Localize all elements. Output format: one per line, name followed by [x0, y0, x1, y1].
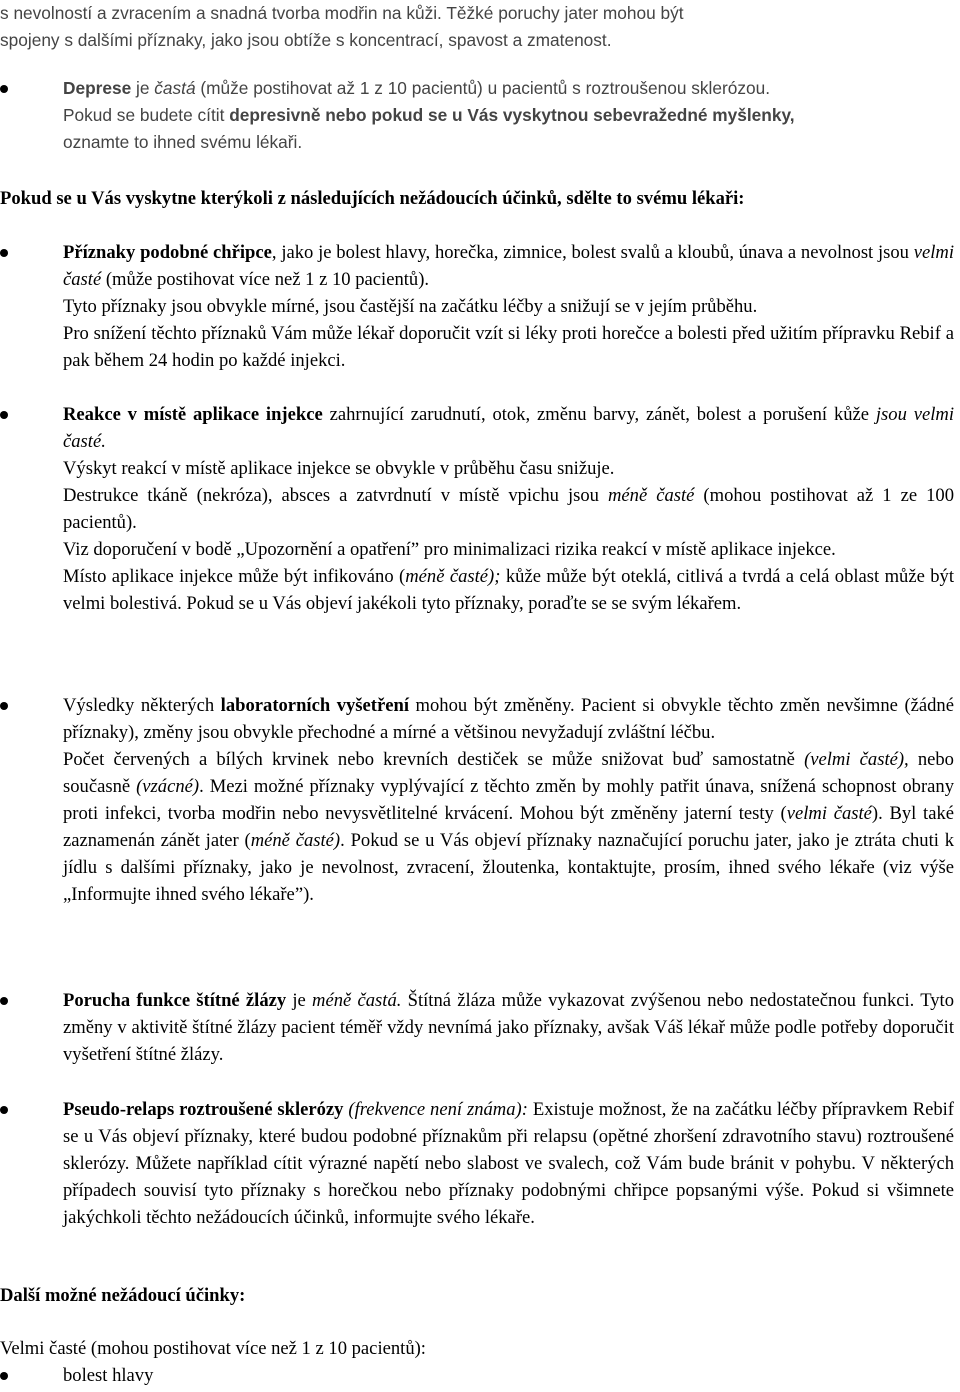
heading-report-side-effects: Pokud se u Vás vyskytne kterýkoli z následujících nežádoucích účinků, sdělte to svému lékaři: [0, 188, 745, 209]
list-item-pseudo-relapse: Pseudo-relaps roztroušené sklerózy (frekvence není známa): Existuje možnost, že na začátku léčby přípravkem Rebif se u Vás objeví příznaky, které budou podobné příznakům při relapsu (opětné zhoršení zdravotního stavu) roztroušené sklerózy. Můžete například cítit výrazné napětí nebo slabost ve svalech, což Vám bude bránit v pohybu. V některých případech souvisí tyto příznaky s horečkou nebo příznaky podobnými chřipce popsanými výše. Pokud si všimnete jakýchkoli těchto nežádoucích účinků, informujte svého lékaře. [0, 1096, 960, 1231]
list-item-depression: Deprese je častá (může postihovat až 1 z 10 pacientů) u pacientů s roztroušenou sklerózou. Pokud se budete cítit depresivně nebo pokud se u Vás vyskytnou sebevražedné myšlenky, oznamte to ihned svému lékaři. [0, 75, 960, 156]
frequency-very-common: Velmi časté (mohou postihovat více než 1 z 10 pacientů): [0, 1338, 426, 1359]
list-item-thyroid: Porucha funkce štítné žlázy je méně častá. Štítná žláza může vykazovat zvýšenou nebo nedostatečnou funkci. Tyto změny v aktivitě štítné žlázy pacient téměř vždy nevnímá jako příznaky, avšak Váš lékař může podle potřeby doporučit vyšetření štítné žlázy. [0, 987, 960, 1068]
bullet-icon [0, 411, 8, 419]
bullet-icon [0, 1372, 8, 1380]
bullet-icon [0, 249, 8, 257]
list-item-headache: bolest hlavy [0, 1362, 960, 1389]
bullet-icon [0, 997, 8, 1005]
bullet-icon [0, 702, 8, 710]
paragraph-liver-continued: s nevolností a zvracením a snadná tvorba modřin na kůži. Těžké poruchy jater mohou být spojeny s dalšími příznaky, jako jsou obtíže s koncentrací, spavost a zmatenost. [0, 3, 684, 50]
list-item-injection-site: Reakce v místě aplikace injekce zahrnující zarudnutí, otok, změnu barvy, zánět, bolest a porušení kůže jsou velmi časté. Výskyt reakcí v místě aplikace injekce se obvykle v průběhu času snižuje. Destrukce tkáně (nekróza), absces a zatvrdnutí v místě vpichu jsou méně časté (mohou postihovat až 1 ze 100 pacientů). Viz doporučení v bodě „Upozornění a opatření” pro minimalizaci rizika reakcí v místě aplikace injekce. Místo aplikace injekce může být infikováno (méně časté); kůže může být oteklá, citlivá a tvrdá a celá oblast může být velmi bolestivá. Pokud se u Vás objeví jakékoli tyto příznaky, poraďte se se svým lékařem. [0, 401, 960, 617]
heading-other-side-effects: Další možné nežádoucí účinky: [0, 1285, 246, 1306]
list-item-lab-tests: Výsledky některých laboratorních vyšetření mohou být změněny. Pacient si obvykle těchto změn nevšimne (žádné příznaky), změny jsou obvykle přechodné a mírné a většinou nevyžadují zvláštní léčbu. Počet červených a bílých krvinek nebo krevních destiček se může snižovat buď samostatně (velmi časté), nebo současně (vzácné). Mezi možné příznaky vyplývající z těchto změn by mohly patřit únava, snížená schopnost obrany proti infekci, tvorba modřin nebo nevysvětlitelné krvácení. Mohou být změněny jaterní testy (velmi časté). Byl také zaznamenán zánět jater (méně časté). Pokud se u Vás objeví příznaky naznačující poruchu jater, jako je ztráta chuti k jídlu s dalšími příznaky, jako je nevolnost, zvracení, žloutenka, kontaktujte, prosím, ihned svého lékaře (viz výše „Informujte ihned svého lékaře”). [0, 692, 960, 908]
bullet-icon [0, 1106, 8, 1114]
bullet-icon [0, 85, 8, 93]
list-item-flu-symptoms: Příznaky podobné chřipce, jako je bolest hlavy, horečka, zimnice, bolest svalů a kloubů, únava a nevolnost jsou velmi časté (může postihovat více než 1 z 10 pacientů). Tyto příznaky jsou obvykle mírné, jsou častější na začátku léčby a snižují se v jejím průběhu. Pro snížení těchto příznaků Vám může lékař doporučit vzít si léky proti horečce a bolesti před užitím přípravku Rebif a pak během 24 hodin po každé injekci. [0, 239, 960, 374]
